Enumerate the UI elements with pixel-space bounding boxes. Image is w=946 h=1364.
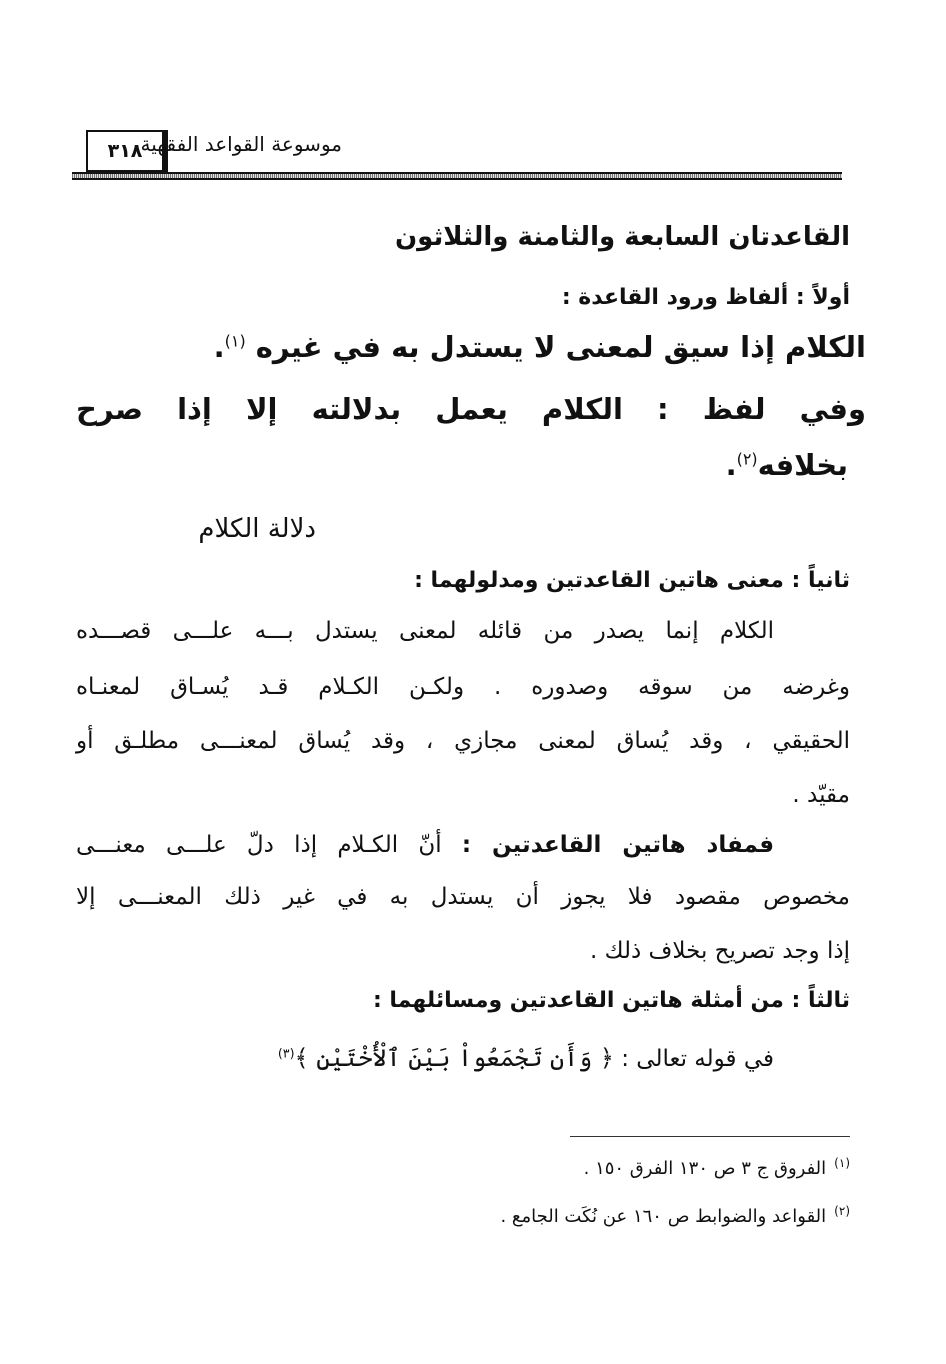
rule-2-period: . xyxy=(725,448,737,482)
rule-statement-2-line-2 xyxy=(726,448,848,482)
paragraph-text: أنّ الكـلام إذا دلّ علـــى معنـــى xyxy=(76,832,442,858)
quran-verse: ﴿ وَأَن تَجْمَعُواْ بَيْنَ ٱلْأُخْتَيْنِ ﴾ xyxy=(294,1044,614,1072)
paragraph-line: الكلام إنما يصدر من قائله لمعنى يستدل بـــه علـــى قصـــده xyxy=(76,618,774,644)
paragraph-line: مقيّد . xyxy=(792,782,850,808)
heading-wording: أولاً : ألفاظ ورود القاعدة : xyxy=(561,285,850,310)
footnote-mark: (٢) xyxy=(834,1204,850,1218)
footnote-1 xyxy=(584,1156,850,1179)
rule-2-text-end: بخلافه xyxy=(757,448,848,482)
footnote-ref-3[interactable]: (٣) xyxy=(277,1045,295,1061)
page-number: ٣١٨ xyxy=(86,130,168,172)
footnote-2 xyxy=(500,1204,850,1227)
rule-statement-2-line-1: وفي لفظ : الكلام يعمل بدلالته إلا إذا صرح xyxy=(76,392,866,426)
section-title: القاعدتان السابعة والثامنة والثلاثون xyxy=(394,222,850,252)
heading-meaning: ثانياً : معنى هاتين القاعدتين ومدلولهما : xyxy=(414,568,850,593)
paragraph-line: إذا وجد تصريح بخلاف ذلك . xyxy=(589,938,850,964)
paragraph-lead: فمفاد هاتين القاعدتين : xyxy=(461,832,775,858)
rule-statement-1 xyxy=(214,330,866,364)
example-lead: في قوله تعالى : xyxy=(621,1046,774,1072)
paragraph-line: مخصوص مقصود فلا يجوز أن يستدل به في غير ذلك المعنـــى إلا xyxy=(76,884,850,910)
rule-1-period: . xyxy=(213,330,225,364)
paragraph-line xyxy=(76,832,774,858)
running-title: موسوعة القواعد الفقهية xyxy=(140,132,342,156)
footnote-text: القواعد والضوابط ص ١٦٠ عن نُكَت الجامع . xyxy=(500,1206,827,1227)
example-line xyxy=(278,1044,774,1072)
footnote-ref-1[interactable]: (١) xyxy=(224,331,246,351)
footnote-mark: (١) xyxy=(834,1156,850,1170)
footnote-separator xyxy=(570,1136,850,1137)
header-rule xyxy=(72,172,842,180)
paragraph-line: الحقيقي ، وقد يُساق لمعنى مجازي ، وقد يُساق لمعنـــى مطلـق أو xyxy=(76,728,850,754)
footnote-ref-2[interactable]: (٢) xyxy=(736,449,758,469)
paragraph-line: وغرضه من سوقه وصدوره . ولكـن الكـلام قـد يُسـاق لمعنـاه xyxy=(76,674,850,700)
rule-1-text: الكلام إذا سيق لمعنى لا يستدل به في غيره xyxy=(255,330,866,364)
heading-examples: ثالثاً : من أمثلة هاتين القاعدتين ومسائلهما : xyxy=(372,988,850,1013)
topic-label: دلالة الكلام xyxy=(198,514,316,544)
footnote-text: الفروق ج ٣ ص ١٣٠ الفرق ١٥٠ . xyxy=(583,1158,827,1179)
page-header xyxy=(72,118,842,180)
